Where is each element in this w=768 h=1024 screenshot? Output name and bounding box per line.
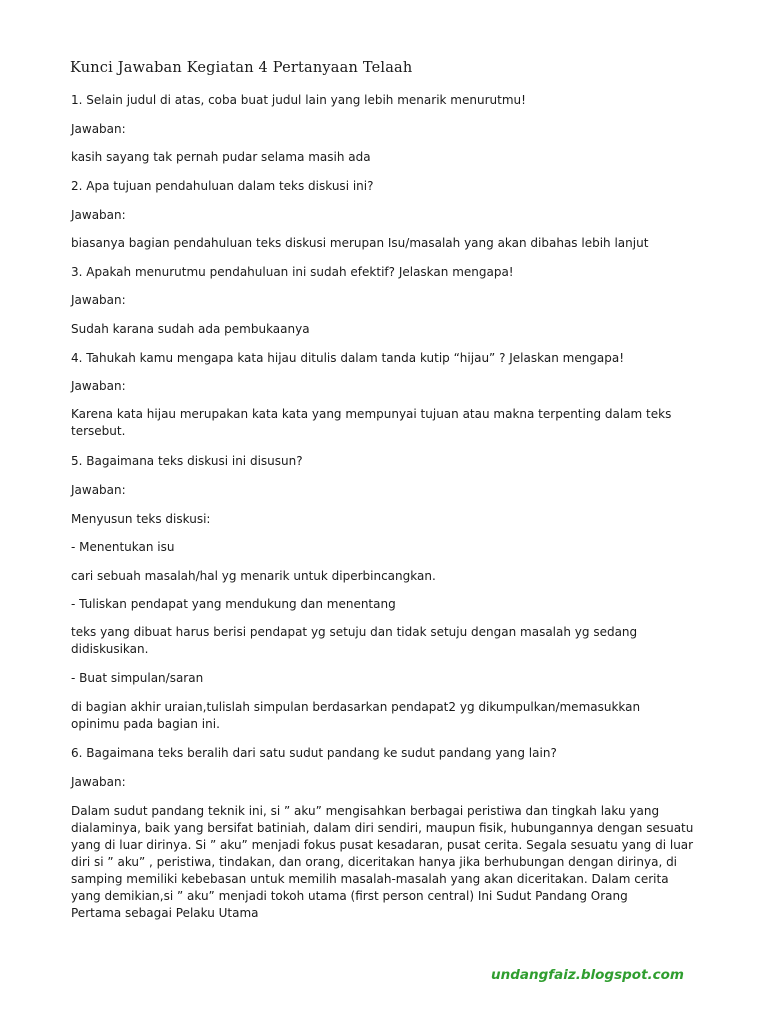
answer-5-step-1: - Menentukan isu	[71, 540, 175, 554]
answer-5-step-3-line: opinimu pada bagian ini.	[71, 717, 220, 731]
answer-label-2: Jawaban:	[71, 208, 126, 222]
answer-5-step-2-line: teks yang dibuat harus berisi pendapat yg setuju dan tidak setuju dengan masalah yg sedang	[71, 625, 638, 639]
answer-5-step-2-line: didiskusikan.	[71, 642, 149, 656]
answer-4-line: Karena kata hijau merupakan kata kata yang mempunyai tujuan atau makna terpenting dalam teks	[71, 407, 672, 421]
answer-6-line: samping memiliki kebebasan untuk memilih masalah-masalah yang akan diceritakan. Dalam cerita	[71, 872, 669, 886]
answer-5-intro: Menyusun teks diskusi:	[71, 512, 211, 526]
answer-6	[71, 803, 694, 922]
answer-6-line: Pertama sebagai Pelaku Utama	[71, 906, 259, 920]
blog-watermark: undangfaiz.blogspot.com	[491, 967, 684, 983]
answer-5-step-3: - Buat simpulan/saran	[71, 671, 204, 685]
answer-6-line: dialaminya, baik yang bersifat batiniah, dalam diri sendiri, maupun fisik, hubungannya dengan sesuatu	[71, 821, 694, 835]
question-4: 4. Tahukah kamu mengapa kata hijau ditulis dalam tanda kutip “hijau” ? Jelaskan mengapa!	[71, 351, 625, 365]
question-2: 2. Apa tujuan pendahuluan dalam teks diskusi ini?	[71, 179, 374, 193]
answer-5-step-2: - Tuliskan pendapat yang mendukung dan menentang	[71, 597, 396, 611]
answer-5-step-3-line: di bagian akhir uraian,tulislah simpulan berdasarkan pendapat2 yg dikumpulkan/memasukkan	[71, 700, 641, 714]
question-6: 6. Bagaimana teks beralih dari satu sudut pandang ke sudut pandang yang lain?	[71, 746, 557, 760]
answer-6-line: Dalam sudut pandang teknik ini, si ” aku” mengisahkan berbagai peristiwa dan tingkah laku yang	[71, 804, 660, 818]
answer-5-step-1-desc: cari sebuah masalah/hal yg menarik untuk diperbincangkan.	[71, 569, 436, 583]
question-1: 1. Selain judul di atas, coba buat judul lain yang lebih menarik menurutmu!	[71, 93, 526, 107]
answer-6-line: yang demikian,si ” aku” menjadi tokoh utama (first person central) Ini Sudut Pandang Orang	[71, 889, 628, 903]
answer-5-step-3-desc	[71, 699, 691, 733]
answer-4-line: tersebut.	[71, 424, 126, 438]
answer-5-step-2-desc	[71, 624, 691, 658]
answer-6-line: diri si ” aku” , peristiwa, tindakan, dan orang, diceritakan hanya jika berhubungan dengan dirinya, di	[71, 855, 678, 869]
question-5: 5. Bagaimana teks diskusi ini disusun?	[71, 454, 303, 468]
answer-1: kasih sayang tak pernah pudar selama masih ada	[71, 150, 371, 164]
answer-label-3: Jawaban:	[71, 293, 126, 307]
answer-label-5: Jawaban:	[71, 483, 126, 497]
document-title: Kunci Jawaban Kegiatan 4 Pertanyaan Telaah	[70, 60, 413, 76]
answer-6-line: yang di luar dirinya. Si ” aku” menjadi fokus pusat kesadaran, pusat cerita. Segala sesuatu yang di luar	[71, 838, 694, 852]
answer-4	[71, 406, 691, 440]
answer-label-1: Jawaban:	[71, 122, 126, 136]
answer-label-6: Jawaban:	[71, 775, 126, 789]
answer-2: biasanya bagian pendahuluan teks diskusi merupan Isu/masalah yang akan dibahas lebih lanjut	[71, 236, 649, 250]
answer-3: Sudah karana sudah ada pembukaanya	[71, 322, 310, 336]
question-3: 3. Apakah menurutmu pendahuluan ini sudah efektif? Jelaskan mengapa!	[71, 265, 514, 279]
answer-label-4: Jawaban:	[71, 379, 126, 393]
